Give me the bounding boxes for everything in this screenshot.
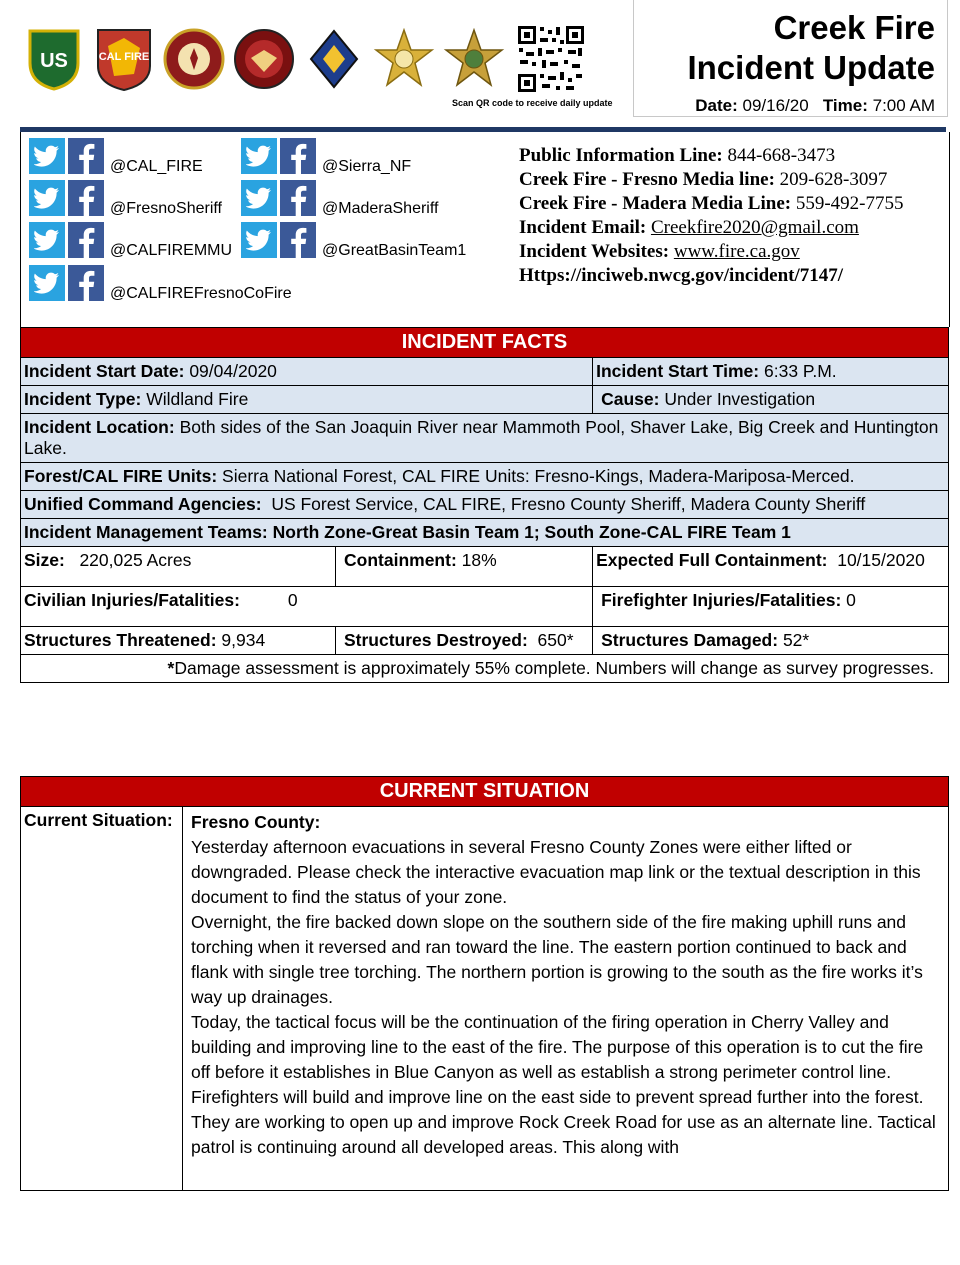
structures-threatened-cell: Structures Threatened: 9,934 (21, 627, 336, 655)
fresno-media-line: Creek Fire - Fresno Media line: 209-628-3097 (519, 169, 888, 190)
firefighter-injuries-cell: Firefighter Injuries/Fatalities: 0 (593, 587, 949, 627)
incident-websites: Incident Websites: www.fire.ca.gov (519, 241, 800, 262)
civilian-injuries-cell: Civilian Injuries/Fatalities: 0 (21, 587, 593, 627)
expected-containment-cell: Expected Full Containment: 10/15/2020 (593, 547, 949, 587)
emergency-services-seal (232, 26, 296, 92)
social-handle-row (241, 180, 438, 216)
fire-ca-gov-link[interactable]: www.fire.ca.gov (673, 241, 800, 262)
incident-email: Incident Email: Creekfire2020@gmail.com (519, 217, 859, 238)
social-handle[interactable]: @MaderaSheriff (322, 200, 439, 217)
facebook-icon[interactable] (280, 138, 316, 174)
social-handle[interactable]: @FresnoSheriff (110, 200, 222, 217)
social-handle-row (29, 180, 222, 216)
contact-section (20, 132, 950, 327)
title-box (633, 0, 948, 117)
svg-text:CAL FIRE: CAL FIRE (98, 51, 150, 63)
twitter-icon[interactable] (241, 222, 277, 258)
facebook-icon[interactable] (68, 180, 104, 216)
social-handle[interactable]: @CALFIREMMU (110, 242, 233, 259)
cal-fire-logo (92, 26, 156, 92)
facebook-icon[interactable] (68, 222, 104, 258)
incident-facts-table (20, 327, 949, 683)
current-situation-header: CURRENT SITUATION (21, 777, 949, 807)
date-label: Date: (695, 96, 738, 115)
twitter-icon[interactable] (29, 265, 65, 301)
public-info-phone[interactable]: 844-668-3473 (727, 145, 836, 166)
county-fire-seal (162, 26, 226, 92)
facebook-icon[interactable] (280, 222, 316, 258)
teams-cell: Incident Management Teams: North Zone-Great Basin Team 1; South Zone-CAL FIRE Team 1 (21, 519, 949, 547)
time-value: 7:00 AM (872, 96, 935, 115)
title-line-2: Incident Update (687, 49, 935, 86)
start-date-cell: Incident Start Date: 09/04/2020 (21, 358, 593, 386)
date-value: 09/16/20 (742, 96, 809, 115)
start-time-cell: Incident Start Time: 6:33 P.M. (593, 358, 949, 386)
social-handle-row (29, 265, 292, 301)
date-time (634, 96, 947, 116)
situation-paragraph: Today, the tactical focus will be the continuation of the firing operation in Cherry Valley and building and improving line to the east of the fire. The purpose of this operation is to cut the fire off before it establishes in Blue Canyon as well as establish a strong perimeter control line. (191, 1012, 924, 1082)
fresno-sheriff-star (372, 26, 436, 92)
agency-logos (22, 22, 506, 96)
madera-sheriff-star (442, 26, 506, 92)
social-handle[interactable]: @CAL_FIRE (110, 158, 203, 175)
facebook-icon[interactable] (68, 265, 104, 301)
twitter-icon[interactable] (29, 222, 65, 258)
facebook-icon[interactable] (280, 180, 316, 216)
location-cell: Incident Location: Both sides of the San Joaquin River near Mammoth Pool, Shaver Lake, Big Creek and Huntington Lake. (21, 414, 949, 463)
inciweb-link[interactable]: Https://inciweb.nwcg.gov/incident/7147/ (519, 265, 844, 286)
cause-cell: Cause: Under Investigation (593, 386, 949, 414)
containment-cell: Containment: 18% (336, 547, 593, 587)
social-handle-row (29, 138, 203, 174)
social-handle-row (241, 222, 466, 258)
agencies-cell: Unified Command Agencies: US Forest Service, CAL FIRE, Fresno County Sheriff, Madera County Sheriff (21, 491, 949, 519)
incident-type-cell: Incident Type: Wildland Fire (21, 386, 593, 414)
incident-facts-header: INCIDENT FACTS (21, 328, 949, 358)
facebook-icon[interactable] (68, 138, 104, 174)
twitter-icon[interactable] (241, 180, 277, 216)
social-handle[interactable]: @Sierra_NF (322, 158, 412, 175)
twitter-icon[interactable] (29, 180, 65, 216)
svg-text:US: US (40, 50, 68, 72)
incident-email-link[interactable]: Creekfire2020@gmail.com (650, 217, 859, 238)
damage-note: *Damage assessment is approximately 55% complete. Numbers will change as survey progresses. (21, 655, 949, 683)
time-label: Time: (822, 96, 868, 115)
current-situation-body (183, 807, 949, 1191)
situation-paragraph: Firefighters will build and improve line on the east side to prevent spread further into the forest. They are working to open up and improve Rock Creek Road for use as an alternate line. Tactical patrol is continuing around all developed areas. This along with (191, 1087, 936, 1157)
situation-paragraph: Overnight, the fire backed down slope on the southern side of the fire making uphill runs and torching when it reversed and ran toward the line. The eastern portion continued to back and flank with single tree torching. The northern portion is growing to the south as the fire works it’s way up drainages. (191, 912, 923, 1007)
twitter-icon[interactable] (241, 138, 277, 174)
twitter-icon[interactable] (29, 138, 65, 174)
title-line-1: Creek Fire (773, 9, 935, 46)
social-handle-row (29, 222, 232, 258)
fresno-media-phone[interactable]: 209-628-3097 (779, 169, 888, 190)
social-handle[interactable]: @CALFIREFresnoCoFire (110, 285, 292, 302)
madera-media-line: Creek Fire - Madera Media Line: 559-492-7755 (519, 193, 904, 214)
public-information (519, 144, 939, 288)
size-cell: Size: 220,025 Acres (21, 547, 336, 587)
situation-paragraph: Yesterday afternoon evacuations in several Fresno County Zones were either lifted or downgraded. Please check the interactive evacuation map link or the textual description in this document to find the status of your zone. (191, 837, 921, 907)
structures-damaged-cell: Structures Damaged: 52* (593, 627, 949, 655)
us-forest-service-logo (22, 26, 86, 92)
current-situation-label: Current Situation: (21, 807, 183, 1191)
county-heading: Fresno County: (191, 812, 321, 832)
great-basin-team-logo (302, 26, 366, 92)
structures-destroyed-cell: Structures Destroyed: 650* (336, 627, 593, 655)
social-handle-row (241, 138, 411, 174)
madera-media-phone[interactable]: 559-492-7755 (795, 193, 904, 214)
qr-caption: Scan QR code to receive daily update (452, 98, 613, 108)
public-info-line: Public Information Line: 844-668-3473 (519, 145, 836, 166)
units-cell: Forest/CAL FIRE Units: Sierra National Forest, CAL FIRE Units: Fresno-Kings, Madera-Mariposa-Merced. (21, 463, 949, 491)
current-situation-table (20, 776, 949, 1191)
qr-code[interactable] (516, 24, 586, 94)
social-handle[interactable]: @GreatBasinTeam1 (322, 242, 467, 259)
